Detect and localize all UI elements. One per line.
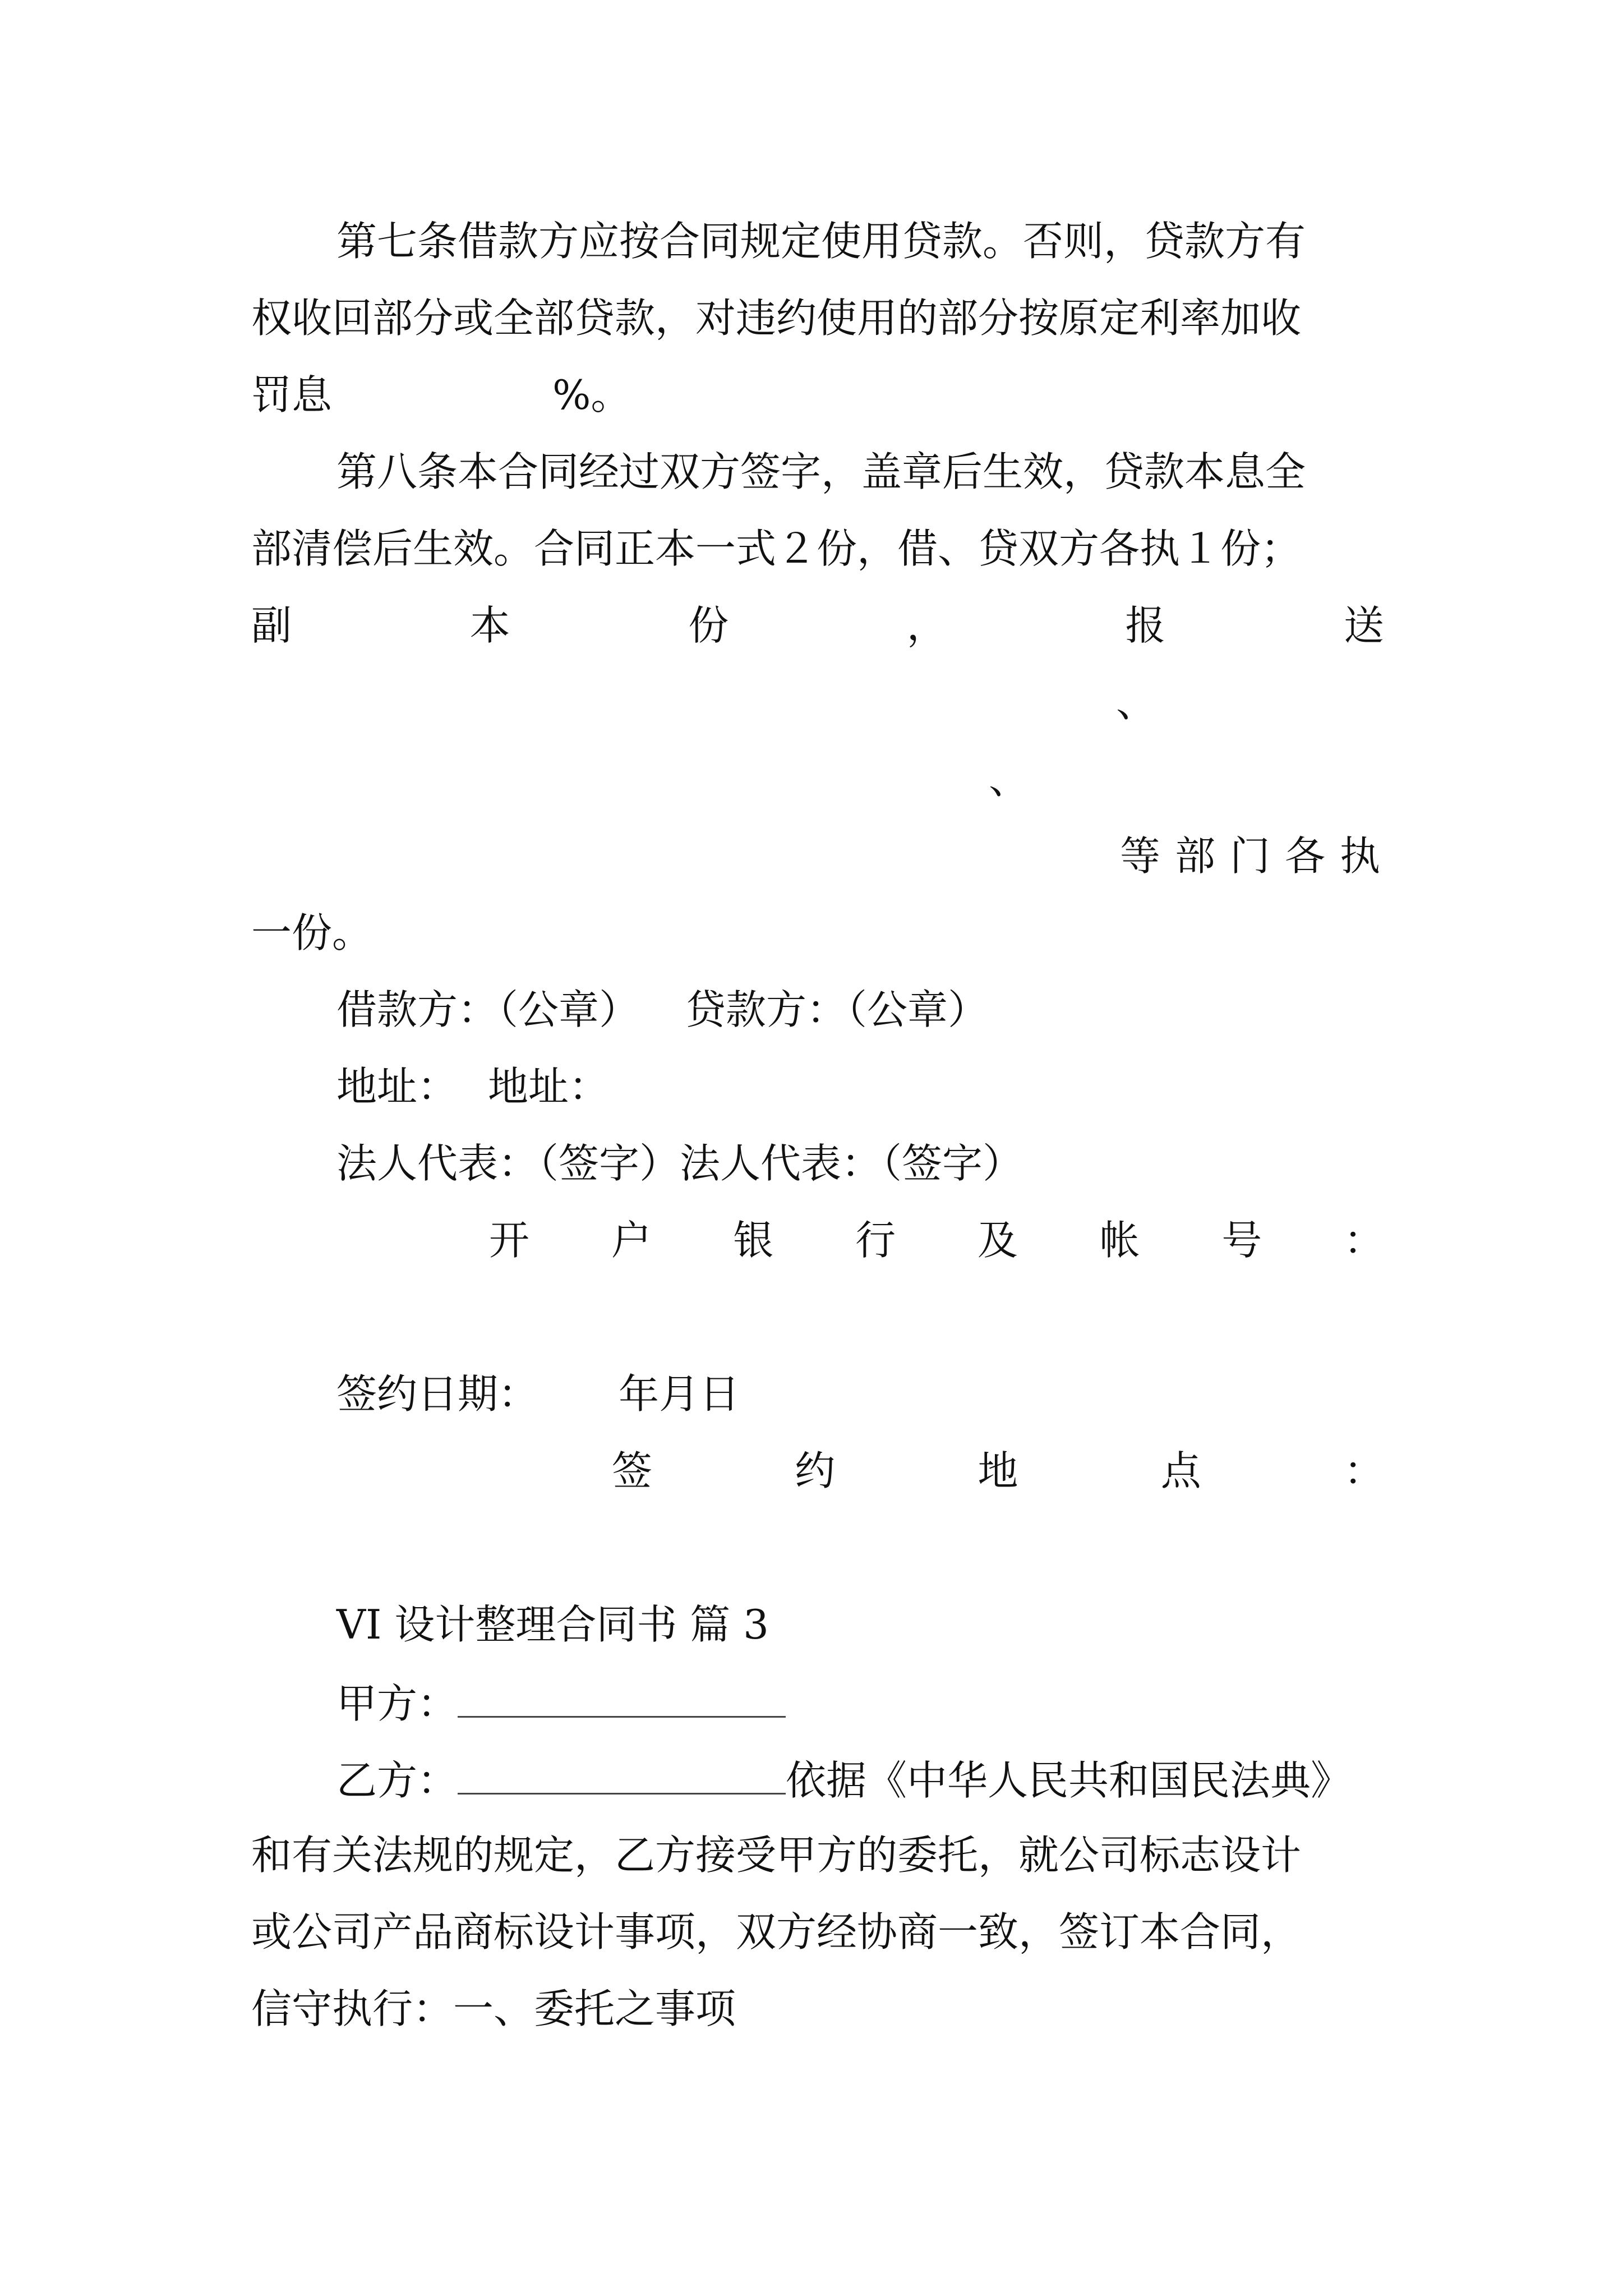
signing-date-label: 签约日期： bbox=[336, 1370, 539, 1418]
article-8-enumeration-comma: 、 bbox=[1116, 679, 1157, 726]
party-a-blank bbox=[458, 1681, 786, 1718]
bank-account-char: 开 bbox=[489, 1217, 530, 1264]
article-8-line-1: 第八条本合同经过双方签字，盖章后生效，贷款本息全 bbox=[336, 448, 1306, 495]
article-7-percent: %。 bbox=[552, 371, 631, 418]
article-8-last-line: 一份。 bbox=[251, 909, 373, 956]
signing-date-value: 年月日 bbox=[619, 1370, 740, 1418]
bank-account-char: 号 bbox=[1221, 1217, 1262, 1264]
party-a-line bbox=[336, 1681, 786, 1726]
party-b-label: 乙方： bbox=[336, 1757, 458, 1804]
borrower-address-label: 地址： bbox=[336, 1063, 458, 1110]
article-8-copies-line bbox=[251, 602, 1384, 650]
legal-representative-line: 法人代表：（签字）法人代表：（签字） bbox=[336, 1140, 1023, 1187]
signing-place-char: 签 bbox=[612, 1447, 653, 1494]
copies-char: 份 bbox=[688, 602, 729, 649]
article-7-penalty-label: 罚息 bbox=[251, 371, 333, 418]
party-b-blank bbox=[458, 1758, 786, 1795]
bank-account-char: 银 bbox=[733, 1217, 774, 1264]
contract-3-title: VI 设计整理合同书 篇 3 bbox=[336, 1601, 769, 1648]
bank-account-char: 及 bbox=[977, 1217, 1018, 1264]
article-7-line-1: 第七条借款方应按合同规定使用贷款。否则，贷款方有 bbox=[336, 218, 1306, 265]
party-a-label: 甲方： bbox=[336, 1680, 458, 1727]
borrower-seal-label: 借款方：（公章） bbox=[336, 986, 640, 1033]
bank-account-char: ： bbox=[1343, 1217, 1384, 1264]
article-7-line-2: 权收回部分或全部贷款，对违约使用的部分按原定利率加收 bbox=[251, 295, 1302, 342]
article-8-enumeration-comma: 、 bbox=[989, 756, 1030, 803]
bank-account-char: 户 bbox=[611, 1217, 652, 1264]
copies-char: 副 bbox=[251, 602, 292, 649]
article-8-line-2: 部清偿后生效。合同正本一式２份，借、贷双方各执１份； bbox=[251, 525, 1302, 572]
departments-text: 等部门各执 bbox=[1120, 832, 1395, 880]
copies-char: 本 bbox=[469, 602, 510, 649]
party-b-line bbox=[336, 1758, 1351, 1803]
signing-place-char: 点 bbox=[1160, 1447, 1201, 1494]
copies-char: 送 bbox=[1343, 602, 1384, 649]
contract-3-line-4: 信守执行：一、委托之事项 bbox=[251, 1985, 736, 2032]
bank-account-char: 行 bbox=[855, 1217, 896, 1264]
copies-char: ， bbox=[906, 602, 947, 649]
signing-place-char: ： bbox=[1343, 1447, 1384, 1494]
contract-3-line-2: 和有关法规的规定，乙方接受甲方的委托，就公司标志设计 bbox=[251, 1832, 1302, 1879]
copies-char: 报 bbox=[1125, 602, 1166, 649]
party-b-basis-text: 依据《中华人民共和国民法典》 bbox=[786, 1757, 1352, 1804]
signing-place-char: 约 bbox=[795, 1447, 836, 1494]
signing-place-char: 地 bbox=[978, 1447, 1018, 1494]
signing-place-line bbox=[612, 1447, 1384, 1496]
lender-seal-label: 贷款方：（公章） bbox=[685, 986, 989, 1033]
article-8-departments-line bbox=[1120, 832, 1395, 881]
bank-account-char: 帐 bbox=[1099, 1217, 1140, 1264]
bank-account-line bbox=[489, 1217, 1384, 1265]
contract-3-line-3: 或公司产品商标设计事项，双方经协商一致，签订本合同， bbox=[251, 1908, 1302, 1955]
lender-address-label: 地址： bbox=[488, 1063, 610, 1110]
